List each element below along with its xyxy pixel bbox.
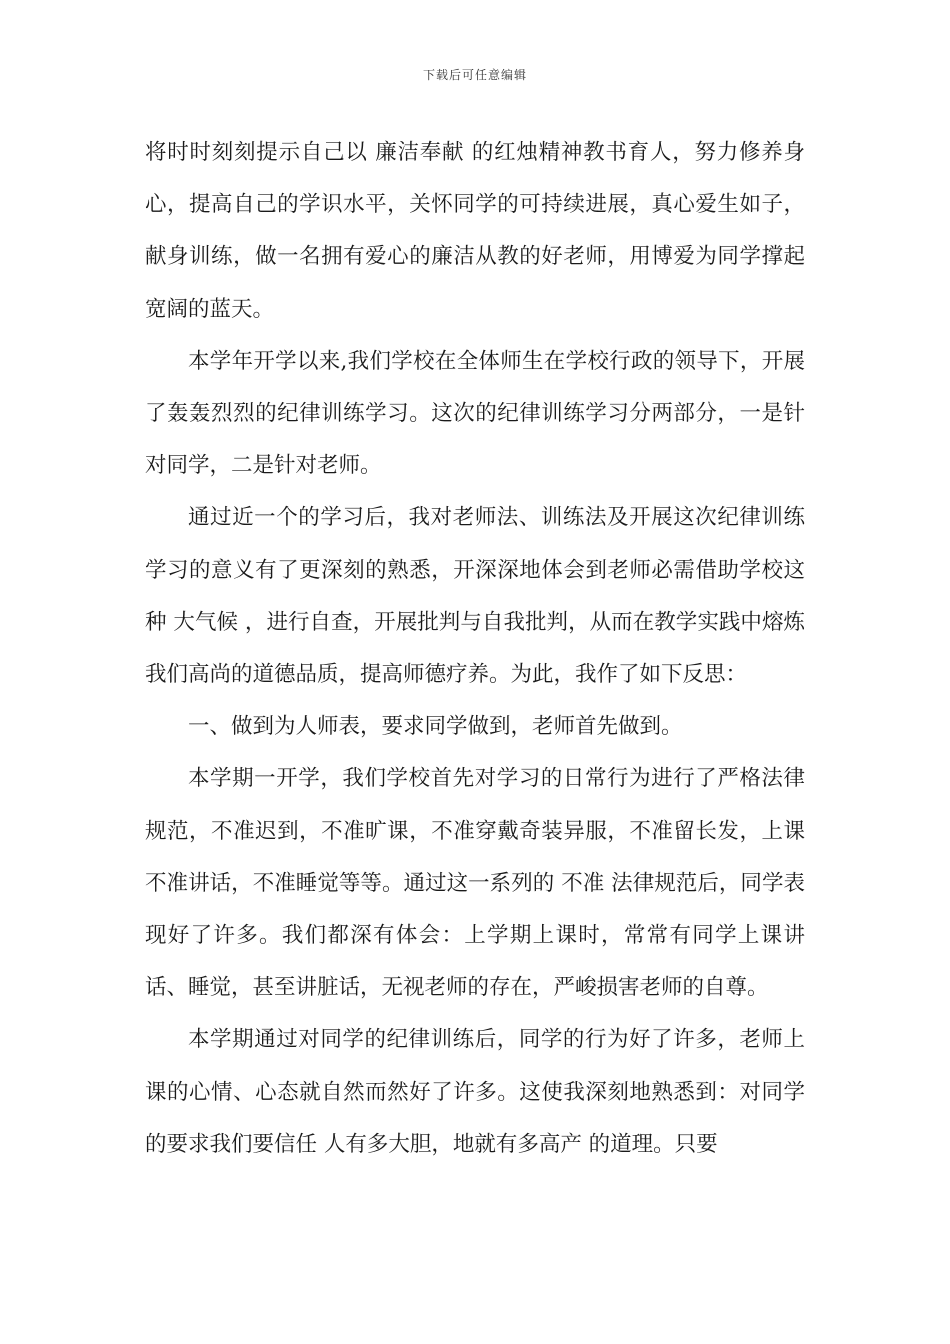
paragraph: 将时时刻刻提示自己以 廉洁奉献 的红烛精神教书育人，努力修养身心，提高自己的学识水平，关怀同学的可持续进展，真心爱生如子，献身训练，做一名拥有爱心的廉洁从教的好老师，用博爱为同学撑起宽阔的蓝天。 [145, 140, 805, 322]
paragraph: 一、做到为人师表，要求同学做到，老师首先做到。 [188, 714, 683, 740]
paragraph: 本学期通过对同学的纪律训练后，同学的行为好了许多，老师上课的心情、心态就自然而然好了许多。这使我深刻地熟悉到：对同学的要求我们要信任 人有多大胆，地就有多高产 的道理。只要 [145, 1027, 805, 1157]
paragraph: 通过近一个的学习后，我对老师法、训练法及开展这次纪律训练学习的意义有了更深刻的熟悉，开深深地体会到老师必需借助学校这种 大气候 ，进行自查，开展批判与自我批判，从而在教学实践中熔炼我们高尚的道德品质，提高师德疗养。为此，我作了如下反思： [145, 505, 805, 688]
paragraph: 本学期一开学，我们学校首先对学习的日常行为进行了严格法律规范，不准迟到，不准旷课，不准穿戴奇装异服，不准留长发，上课不准讲话，不准睡觉等等。通过这一系列的 不准 法律规范后，同学表现好了许多。我们都深有体会：上学期上课时，常常有同学上课讲话、睡觉，甚至讲脏话，无视老师的存在，严峻损害老师的自尊。 [145, 766, 805, 1001]
paragraph: 本学年开学以来,我们学校在全体师生在学校行政的领导下，开展了轰轰烈烈的纪律训练学习。这次的纪律训练学习分两部分，一是针对同学，二是针对老师。 [145, 348, 805, 479]
page-header: 下载后可任意编辑 [422, 68, 527, 82]
document-body [145, 127, 805, 1171]
